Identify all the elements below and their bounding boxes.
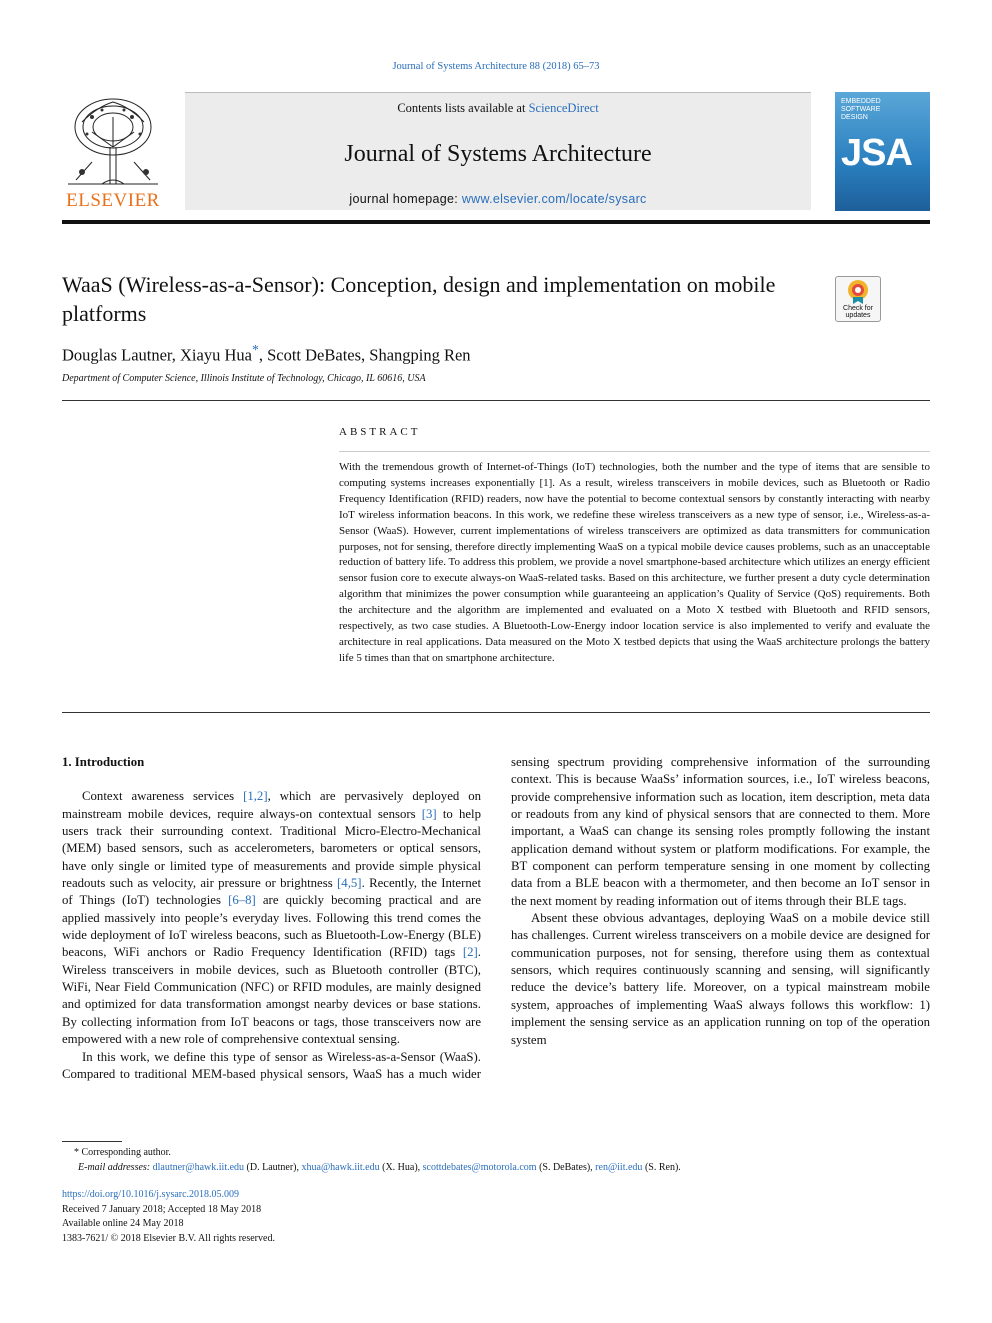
article-title: WaaS (Wireless-as-a-Sensor): Conception, design and implementation on mobile platforms [62, 272, 776, 326]
body-column-right [511, 754, 930, 1049]
text-span: to help users track their surrounding context. Traditional Micro-Electro-Mechanical (MEM) based sensors, such as accelerometers, barometers or optical sensors, have only single or limited type of measurements and provide simple physical readouts such as velocity, air pressure or brightness [62, 806, 481, 891]
section-heading-introduction: 1. Introduction [62, 755, 145, 769]
email-link[interactable]: scottdebates@motorola.com [422, 1161, 537, 1173]
corresponding-author-mark[interactable]: * [251, 342, 259, 357]
text-span: are quickly becoming practical and are applied massively into people’s everyday lives. Following this trend comes the wide deployment of IoT wireless beacons, such as Bluetooth-Low-Energy (BLE) beacons, WiFi anchors or Radio Frequency Identification (RFID) tags [62, 893, 481, 960]
journal-citation[interactable]: Journal of Systems Architecture 88 (2018) 65–73 [392, 61, 600, 72]
email-link[interactable]: ren@iit.edu [595, 1161, 643, 1173]
email-list [153, 1162, 681, 1173]
citation-ref[interactable]: [1,2] [243, 789, 268, 804]
footnote-text: Corresponding author. [81, 1147, 171, 1158]
elsevier-tree-icon [62, 92, 164, 188]
body-column-left [62, 754, 481, 1083]
contents-prefix: Contents lists available at [397, 101, 529, 115]
doi-link[interactable]: https://doi.org/10.1016/j.sysarc.2018.05.009 [62, 1189, 240, 1200]
received-accepted-dates: Received 7 January 2018; Accepted 18 May 2018 [62, 1203, 262, 1215]
intro-paragraph-3: Absent these obvious advantages, deploying WaaS on a mobile device still has challenges. Current wireless transceivers on a mobile device are designed for communication purposes, not for sensing, therefore using them as contextual sensors, which requires continuously scanning and sensing, will significantly reduce the device’s battery life. Moreover, on a typical mainstream mobile system, approaches of implementing WaaS always follows this workflow: 1) implement the sensing service as an application running on top of the operation system [511, 911, 930, 1047]
abstract-bottom-divider [62, 712, 930, 713]
text-span: . Recently, the Internet of Things (IoT) technologies [62, 876, 481, 908]
text-span: Context awareness services [82, 789, 244, 804]
homepage-link[interactable]: www.elsevier.com/locate/sysarc [461, 192, 647, 206]
footnote-divider [62, 1141, 122, 1142]
check-for-updates-button[interactable] [835, 276, 881, 322]
abstract-heading: ABSTRACT [339, 426, 421, 438]
header-divider [62, 220, 930, 224]
email-owner: (D. Lautner), [244, 1161, 302, 1173]
authors-part-1: Douglas Lautner, Xiayu Hua [62, 345, 252, 365]
intro-paragraph-2-continued: sensing spectrum providing comprehensive information of the surrounding context. This is because WaaSs’ information sources, i.e., IoT wireless beacons, provide comprehensive information such as location, item description, meta data or readouts from any kind of physical sensors that are connected to them. More important, a WaaS can change its sensing roles promptly following the instant application demand without system or platform modifications. For example, the BT component can perform temperature sensing in one moment by collecting data from a BLE beacon with a thermometer, and then become an IoT sensor in the next moment by reading information out of items through their BLE tags. [511, 755, 930, 908]
email-link[interactable]: xhua@hawk.iit.edu [301, 1161, 380, 1173]
journal-homepage-line [185, 192, 811, 206]
abstract-top-divider [62, 400, 930, 401]
authors-part-2: , Scott DeBates, Shangping Ren [258, 345, 471, 365]
elsevier-logo [62, 92, 164, 212]
abstract-heading-divider [339, 451, 930, 452]
citation-ref[interactable]: [2] [462, 945, 478, 960]
citation-ref[interactable]: [3] [421, 806, 437, 821]
email-owner: (S. DeBates), [536, 1161, 596, 1173]
footnote-mark: * [74, 1147, 79, 1158]
journal-masthead [185, 92, 811, 210]
email-footnote [62, 1161, 930, 1176]
sciencedirect-link[interactable]: ScienceDirect [528, 101, 599, 115]
homepage-prefix: journal homepage: [349, 192, 462, 206]
copyright-line: 1383-7621/ © 2018 Elsevier B.V. All rights reserved. [62, 1232, 275, 1244]
email-owner: (S. Ren). [642, 1161, 681, 1173]
intro-paragraph-1 [62, 788, 481, 1048]
contents-line [185, 101, 811, 116]
abstract-text: With the tremendous growth of Internet-of-Things (IoT) technologies, both the number and the type of items that are sensible to computing systems increases exponentially [1]. As a result, wireless transceivers in mobile devices, such as Bluetooth or Radio Frequency Identification (RFID) readers, now have the potential to become contextual sensors by constantly interacting with nearby IoT wireless information beacons. In this work, we redefine these wireless transceivers as a new type of sensor, i.e., Wireless-as-a-Sensor (WaaS). However, current implementations of wireless transceivers are optimized as data transmitters for communication purposes, not for sensing, therefore directly implementing WaaS on a typical mobile device causes problems, such as an unacceptable reduction of battery life. To address this problem, we provide a novel smartphone-based architecture which utilizes an energy efficient sensor fusion core to execute always-on WaaS-related tasks. Based on this architecture, we further present a duty cycle determination algorithm that minimizes the power consumption while guaranteeing an application’s Quality of Service (QoS) requirements. Both the architecture and the algorithm are implemented and evaluated on a Moto X testbed with Bluetooth and RFID sensors, respectively, as two case studies. A Bluetooth-Low-Energy indoor location service is also implemented to verify and evaluate the architecture in real applications. Data measured on the Moto X testbed depicts that using the WaaS architecture prolongs the battery life 5 times than that on smartphone architecture. [339, 461, 930, 664]
available-online-date: Available online 24 May 2018 [62, 1218, 184, 1229]
text-span: . Wireless transceivers in mobile devices, such as Bluetooth controller (BTC), WiFi, Near Field Communication (NFC) or RFID modules, are mainly designed and optimized for data transformation amongst nearby devices or base stations. By collecting information from IoT beacons or tags, those transceivers now are empowered with a new role of comprehensive contextual sensing. [62, 945, 481, 1047]
article-metadata [62, 1188, 275, 1246]
update-ribbon-icon [836, 277, 880, 305]
footnotes [62, 1146, 930, 1175]
author-affiliation: Department of Computer Science, Illinois Institute of Technology, Chicago, IL 60616, USA [62, 373, 426, 384]
publisher-name: ELSEVIER [66, 190, 160, 211]
journal-cover-image[interactable] [835, 92, 930, 211]
corresponding-author-footnote [62, 1146, 930, 1161]
cover-title: JSA [841, 132, 912, 174]
citation-ref[interactable]: [6–8] [228, 893, 256, 908]
author-list [62, 342, 471, 366]
citation-ref[interactable]: [4,5] [337, 876, 362, 891]
intro-paragraph-2: In this work, we define this type of sensor as Wireless-as-a-Sensor (WaaS). Compared to traditional MEM-based physical sensors, WaaS has a much wider [62, 1049, 481, 1081]
cover-subtitle: EMBEDDED SOFTWARE DESIGN [841, 98, 881, 121]
email-label: E-mail addresses: [78, 1161, 151, 1173]
journal-title: Journal of Systems Architecture [344, 141, 652, 167]
email-owner: (X. Hua), [379, 1161, 423, 1173]
text-span: , which are pervasively deployed on mainstream mobile devices, require always-on contextual sensors [62, 789, 481, 821]
check-for-updates-label: Check for updates [843, 305, 873, 319]
email-link[interactable]: dlautner@hawk.iit.edu [152, 1161, 245, 1173]
